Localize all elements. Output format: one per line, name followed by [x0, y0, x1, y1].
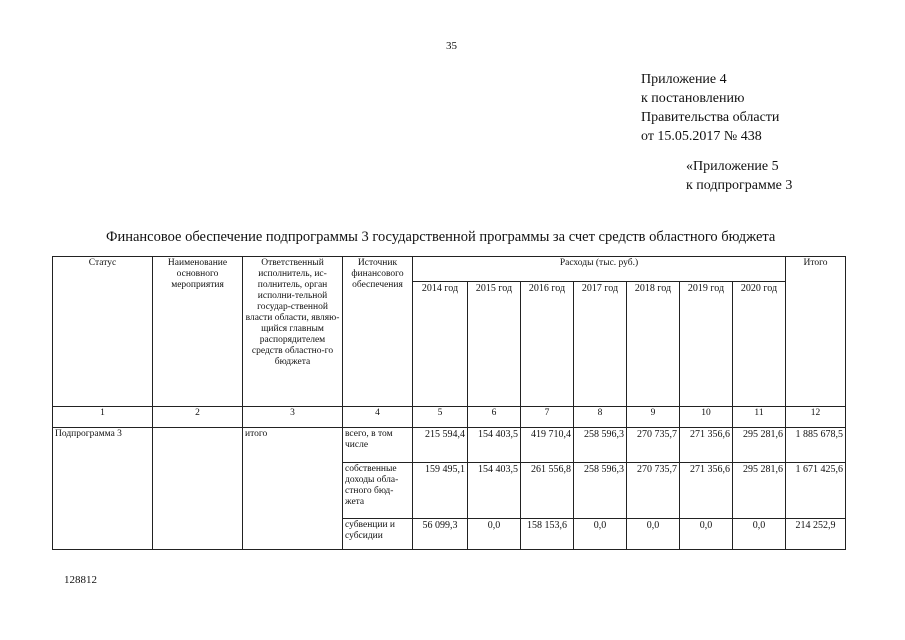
source-cell: собственные доходы обла-стного бюд-жета [343, 463, 413, 519]
value-cell: 0,0 [680, 519, 733, 550]
appendix-line: Приложение 4 [641, 72, 727, 87]
column-number: 10 [680, 407, 733, 428]
value-cell: 258 596,3 [574, 428, 627, 463]
column-number-row [53, 407, 846, 428]
value-cell: 271 356,6 [680, 463, 733, 519]
value-cell: 258 596,3 [574, 463, 627, 519]
header-executor: Ответственный исполнитель, ис-полнитель, орган исполни-тельной государ-ственной власти области, являю-щийся главным распорядителем средств областно-го бюджета [243, 257, 343, 407]
column-number: 11 [733, 407, 786, 428]
appendix-line: от 15.05.2017 № 438 [641, 129, 762, 144]
status-cell: Подпрограмма 3 [53, 428, 153, 550]
column-number: 8 [574, 407, 627, 428]
executor-cell: итого [243, 428, 343, 550]
source-cell: всего, в том числе [343, 428, 413, 463]
appendix-line: к подпрограмме 3 [686, 178, 793, 193]
value-cell: 295 281,6 [733, 428, 786, 463]
header-year: 2014 год [413, 282, 468, 407]
financing-table [52, 256, 846, 550]
header-source: Источник финансового обеспечения [343, 257, 413, 407]
value-cell: 215 594,4 [413, 428, 468, 463]
column-number: 12 [786, 407, 846, 428]
total-cell: 1 671 425,6 [786, 463, 846, 519]
value-cell: 158 153,6 [521, 519, 574, 550]
document-code: 128812 [64, 574, 97, 586]
value-cell: 261 556,8 [521, 463, 574, 519]
column-number: 5 [413, 407, 468, 428]
value-cell: 0,0 [468, 519, 521, 550]
page-number: 35 [446, 40, 457, 52]
header-year: 2019 год [680, 282, 733, 407]
header-row [53, 257, 846, 282]
column-number: 2 [153, 407, 243, 428]
value-cell: 0,0 [733, 519, 786, 550]
header-year: 2016 год [521, 282, 574, 407]
value-cell: 159 495,1 [413, 463, 468, 519]
table-row [53, 428, 846, 463]
header-expenses: Расходы (тыс. руб.) [413, 257, 786, 282]
appendix-line: к постановлению [641, 91, 745, 106]
header-year: 2020 год [733, 282, 786, 407]
document-title: Финансовое обеспечение подпрограммы 3 государственной программы за счет средств областного бюджета [106, 229, 776, 245]
header-year: 2015 год [468, 282, 521, 407]
header-status: Статус [53, 257, 153, 407]
total-cell: 214 252,9 [786, 519, 846, 550]
value-cell: 271 356,6 [680, 428, 733, 463]
value-cell: 270 735,7 [627, 463, 680, 519]
value-cell: 56 099,3 [413, 519, 468, 550]
column-number: 6 [468, 407, 521, 428]
value-cell: 0,0 [627, 519, 680, 550]
value-cell: 270 735,7 [627, 428, 680, 463]
source-cell: субвенции и субсидии [343, 519, 413, 550]
header-year: 2018 год [627, 282, 680, 407]
appendix-block [641, 70, 779, 146]
column-number: 1 [53, 407, 153, 428]
column-number: 9 [627, 407, 680, 428]
column-number: 7 [521, 407, 574, 428]
appendix-line: «Приложение 5 [686, 159, 779, 174]
header-year: 2017 год [574, 282, 627, 407]
column-number: 3 [243, 407, 343, 428]
appendix-line: Правительства области [641, 110, 780, 125]
measure-cell [153, 428, 243, 550]
appendix-subprogram-block [686, 157, 792, 195]
value-cell: 295 281,6 [733, 463, 786, 519]
value-cell: 154 403,5 [468, 463, 521, 519]
column-number: 4 [343, 407, 413, 428]
header-total: Итого [786, 257, 846, 407]
value-cell: 154 403,5 [468, 428, 521, 463]
header-measure: Наименование основного мероприятия [153, 257, 243, 407]
total-cell: 1 885 678,5 [786, 428, 846, 463]
value-cell: 0,0 [574, 519, 627, 550]
value-cell: 419 710,4 [521, 428, 574, 463]
